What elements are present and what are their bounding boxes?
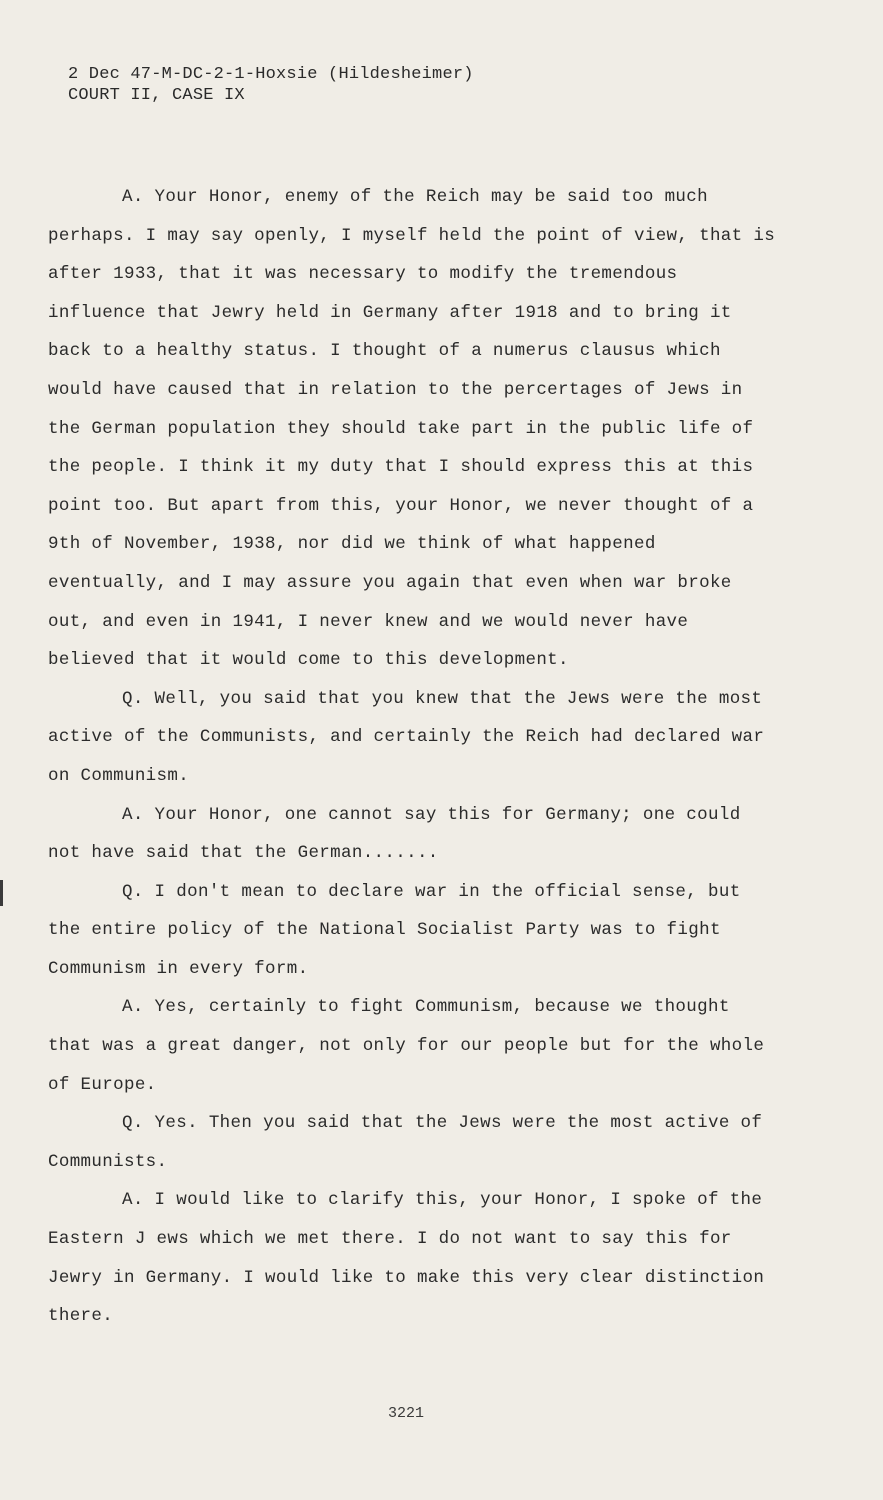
document-header <box>68 64 474 106</box>
transcript-body <box>48 178 778 1336</box>
transcript-paragraph: Q. Yes. Then you said that the Jews were the most active of Communists. <box>48 1113 763 1172</box>
header-line-court-case: COURT II, CASE IX <box>68 86 245 105</box>
transcript-paragraph: A. Your Honor, enemy of the Reich may be said too much perhaps. I may say openly, I myself held the point of view, that is after 1933, that it was necessary to modify the tremendous influence that Jewry held in Germany after 1918 and to bring it back to a healthy status. I thought of a numerus clausus which would have caused that in relation to the percertages of Jews in the German population they should take part in the public life of the people. I think it my duty that I should express this at this point too. But apart from this, your Honor, we never thought of a 9th of November, 1938, nor did we think of what happened eventually, and I may assure you again that even when war broke out, and even in 1941, I never knew and we would never have believed that it would come to this development. <box>48 187 776 671</box>
margin-mark <box>0 880 3 906</box>
transcript-paragraph: A. I would like to clarify this, your Honor, I spoke of the Eastern J ews which we met there. I do not want to say this for Jewry in Germany. I would like to make this very clear distinction there. <box>48 1190 765 1327</box>
page-number: 3221 <box>388 1405 425 1422</box>
header-line-date-reference: 2 Dec 47-M-DC-2-1-Hoxsie (Hildesheimer) <box>68 65 474 84</box>
transcript-paragraph: Q. Well, you said that you knew that the Jews were the most active of the Communists, and certainly the Reich had declared war on Communism. <box>48 688 765 786</box>
transcript-paragraph: A. Your Honor, one cannot say this for Germany; one could not have said that the German....... <box>48 804 741 864</box>
transcript-paragraph: Q. I don't mean to declare war in the official sense, but the entire policy of the National Socialist Party was to fight Communism in every form. <box>48 881 741 979</box>
transcript-paragraph: A. Yes, certainly to fight Communism, because we thought that was a great danger, not only for our people but for the whole of Europe. <box>48 997 765 1095</box>
